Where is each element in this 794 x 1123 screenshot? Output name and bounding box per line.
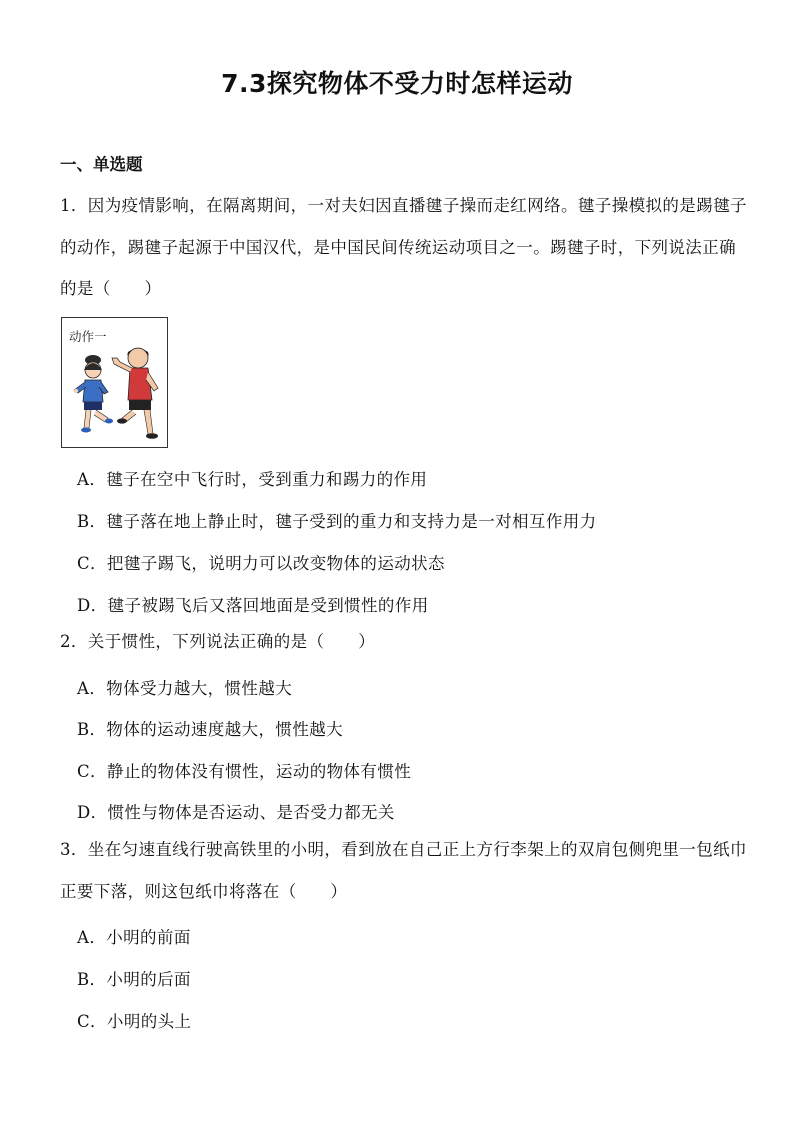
question-1-stem: 1．因为疫情影响，在隔离期间，一对夫妇因直播毽子操而走红网络。毽子操模拟的是踢毽子的动作，踢毽子起源于中国汉代，是中国民间传统运动项目之一。踢毽子时，下列说法正确的是（ ） <box>60 196 747 298</box>
question-2-option-c: C．静止的物体没有惯性，运动的物体有惯性 <box>77 762 412 781</box>
question-2-option-b: B．物体的运动速度越大，惯性越大 <box>77 720 344 739</box>
question-3-option-c: C．小明的头上 <box>77 1012 192 1031</box>
section-heading: 一、单选题 <box>60 155 143 174</box>
question-3-option-b: B．小明的后面 <box>77 970 191 989</box>
question-1-option-a: A．毽子在空中飞行时，受到重力和踢力的作用 <box>77 470 428 489</box>
question-2-option-d: D．惯性与物体是否运动、是否受力都无关 <box>77 803 395 822</box>
question-2-stem: 2．关于惯性，下列说法正确的是（ ） <box>60 632 376 651</box>
question-3-stem: 3．坐在匀速直线行驶高铁里的小明，看到放在自己正上方行李架上的双肩包侧兜里一包纸巾正要下落，则这包纸巾将落在（ ） <box>60 840 747 901</box>
question-1-option-b: B．毽子落在地上静止时，毽子受到的重力和支持力是一对相互作用力 <box>77 512 597 531</box>
question-3-option-a: A．小明的前面 <box>77 928 191 947</box>
question-1-option-c: C．把毽子踢飞，说明力可以改变物体的运动状态 <box>77 554 445 573</box>
question-2-option-a: A．物体受力越大，惯性越大 <box>77 679 293 698</box>
question-1-figure <box>61 317 168 448</box>
figure-caption: 动作一 <box>69 329 107 344</box>
question-1-option-d: D．毽子被踢飞后又落回地面是受到惯性的作用 <box>77 596 429 615</box>
page-title: 7.3探究物体不受力时怎样运动 <box>221 69 573 98</box>
